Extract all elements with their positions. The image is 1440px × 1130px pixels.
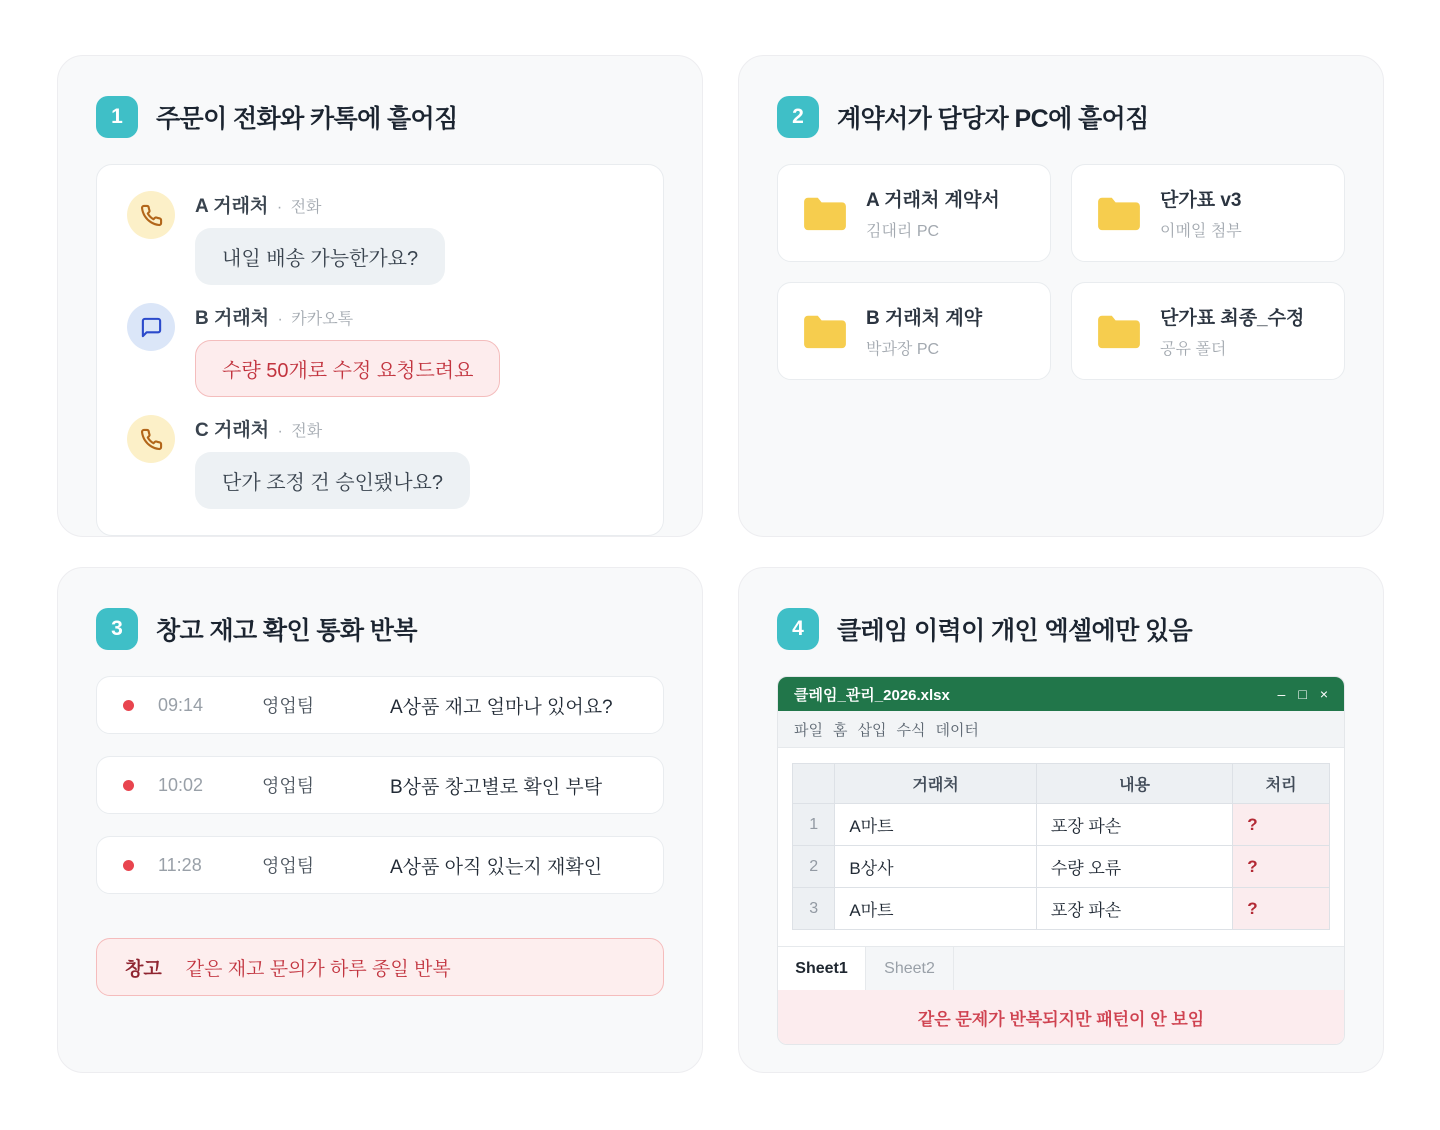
chat-sender-name: B 거래처 [195, 308, 270, 329]
call-team: 영업팀 [262, 776, 315, 796]
folder-icon [802, 312, 848, 350]
row-number: 1 [793, 804, 835, 846]
table-row [793, 888, 1330, 930]
row-number: 3 [793, 888, 835, 930]
chat-channel-separator: · [277, 311, 283, 328]
header-num [793, 764, 835, 804]
chat-panel [96, 164, 664, 536]
card-orders-scattered [57, 55, 703, 537]
cell-status[interactable]: ? [1233, 846, 1330, 888]
folder-card-a-contract[interactable] [777, 164, 1051, 262]
folder-title: A 거래처 계약서 [866, 190, 1000, 211]
card-orders-header [96, 96, 664, 138]
claims-table [792, 763, 1330, 930]
pain-points-grid [57, 55, 1384, 1073]
folder-card-price-final[interactable] [1071, 282, 1345, 380]
chat-sender-name: C 거래처 [195, 420, 270, 441]
window-controls [1278, 687, 1328, 701]
phone-icon [127, 415, 175, 463]
call-row [96, 836, 664, 894]
folder-icon [1096, 194, 1142, 232]
card-claims-title: 클레임 이력이 개인 엑셀에만 있음 [837, 617, 1193, 645]
phone-icon [127, 191, 175, 239]
card-orders-title: 주문이 전화와 카톡에 흩어짐 [156, 105, 458, 133]
record-dot-icon [123, 700, 134, 711]
step-badge-2: 2 [777, 96, 819, 138]
chat-channel-label: 전화 [290, 199, 322, 216]
record-dot-icon [123, 780, 134, 791]
cell-issue[interactable]: 포장 파손 [1036, 888, 1232, 930]
folder-location: 김대리 PC [866, 223, 940, 240]
chat-bubble-alert: 수량 50개로 수정 요청드려요 [195, 340, 500, 397]
call-team: 영업팀 [262, 856, 315, 876]
call-time: 11:28 [158, 854, 202, 875]
chat-channel-label: 전화 [291, 423, 323, 440]
step-badge-3: 3 [96, 608, 138, 650]
folder-title: 단가표 최종_수정 [1160, 308, 1305, 329]
excel-window [777, 676, 1345, 1045]
cell-issue[interactable]: 포장 파손 [1036, 804, 1232, 846]
folder-location: 박과장 PC [866, 341, 940, 358]
menu-item-formula[interactable]: 수식 [896, 721, 926, 739]
excel-sheet-body [778, 748, 1344, 946]
menu-item-data[interactable]: 데이터 [935, 721, 979, 739]
chat-item-b [127, 303, 633, 397]
card-contracts-title: 계약서가 담당자 PC에 흩어짐 [837, 105, 1149, 133]
folder-card-price-v3[interactable] [1071, 164, 1345, 262]
call-text: A상품 아직 있는지 재확인 [390, 856, 603, 878]
header-status: 처리 [1233, 764, 1330, 804]
warehouse-alert-banner [96, 938, 664, 996]
call-team: 영업팀 [262, 696, 315, 716]
call-time: 10:02 [158, 774, 204, 795]
table-row [793, 846, 1330, 888]
cell-client[interactable]: A마트 [835, 888, 1037, 930]
table-row [793, 804, 1330, 846]
step-badge-1: 1 [96, 96, 138, 138]
cell-issue[interactable]: 수량 오류 [1036, 846, 1232, 888]
minimize-icon[interactable]: – [1277, 686, 1286, 702]
card-warehouse-header [96, 608, 664, 650]
call-row [96, 676, 664, 734]
excel-menubar [778, 711, 1344, 748]
chat-bubble: 단가 조정 건 승인됐나요? [195, 452, 470, 509]
folder-title: B 거래처 계약 [866, 308, 983, 329]
folder-location: 공유 폴더 [1160, 341, 1227, 358]
excel-titlebar [778, 677, 1344, 711]
folder-grid [777, 164, 1345, 380]
chat-bubble: 내일 배송 가능한가요? [195, 228, 445, 285]
chat-channel-separator: · [277, 423, 283, 440]
header-client: 거래처 [835, 764, 1037, 804]
step-badge-4: 4 [777, 608, 819, 650]
chat-item-c [127, 415, 633, 509]
chat-channel-label: 카카오톡 [291, 311, 354, 328]
card-contracts-header [777, 96, 1345, 138]
folder-icon [1096, 312, 1142, 350]
row-number: 2 [793, 846, 835, 888]
call-row [96, 756, 664, 814]
alert-text: 같은 재고 문의가 하루 종일 반복 [185, 958, 451, 980]
menu-item-file[interactable]: 파일 [794, 721, 823, 739]
sheet-tab-sheet2[interactable]: Sheet2 [866, 947, 954, 990]
close-icon[interactable]: × [1319, 686, 1328, 702]
card-contracts-scattered [738, 55, 1384, 537]
excel-alert-banner: 같은 문제가 반복되지만 패턴이 안 보임 [778, 990, 1344, 1044]
menu-item-insert[interactable]: 삽입 [857, 721, 887, 739]
chat-channel-separator: · [276, 199, 283, 216]
table-header-row [793, 764, 1330, 804]
header-issue: 내용 [1036, 764, 1232, 804]
alert-label: 창고 [125, 958, 162, 980]
maximize-icon[interactable]: □ [1298, 686, 1307, 702]
excel-filename: 클레임_관리_2026.xlsx [794, 686, 950, 704]
folder-card-b-contract[interactable] [777, 282, 1051, 380]
menu-item-home[interactable]: 홈 [832, 721, 848, 739]
chat-icon [127, 303, 175, 351]
sheet-tab-sheet1[interactable]: Sheet1 [778, 947, 866, 990]
call-list [96, 676, 664, 996]
cell-client[interactable]: A마트 [835, 804, 1037, 846]
cell-status[interactable]: ? [1233, 888, 1330, 930]
call-text: B상품 창고별로 확인 부탁 [390, 776, 603, 798]
chat-sender-name: A 거래처 [195, 196, 269, 217]
card-warehouse-title: 창고 재고 확인 통화 반복 [156, 617, 417, 645]
folder-title: 단가표 v3 [1160, 190, 1242, 211]
record-dot-icon [123, 860, 134, 871]
card-claims-excel [738, 567, 1384, 1073]
cell-status[interactable]: ? [1233, 804, 1330, 846]
card-warehouse-calls [57, 567, 703, 1073]
cell-client[interactable]: B상사 [835, 846, 1037, 888]
chat-item-a [127, 191, 633, 285]
sheet-tab-bar [778, 946, 1344, 990]
card-claims-header [777, 608, 1345, 650]
call-text: A상품 재고 얼마나 있어요? [390, 696, 613, 718]
folder-location: 이메일 첨부 [1160, 223, 1242, 240]
folder-icon [802, 194, 848, 232]
call-time: 09:14 [158, 694, 204, 715]
